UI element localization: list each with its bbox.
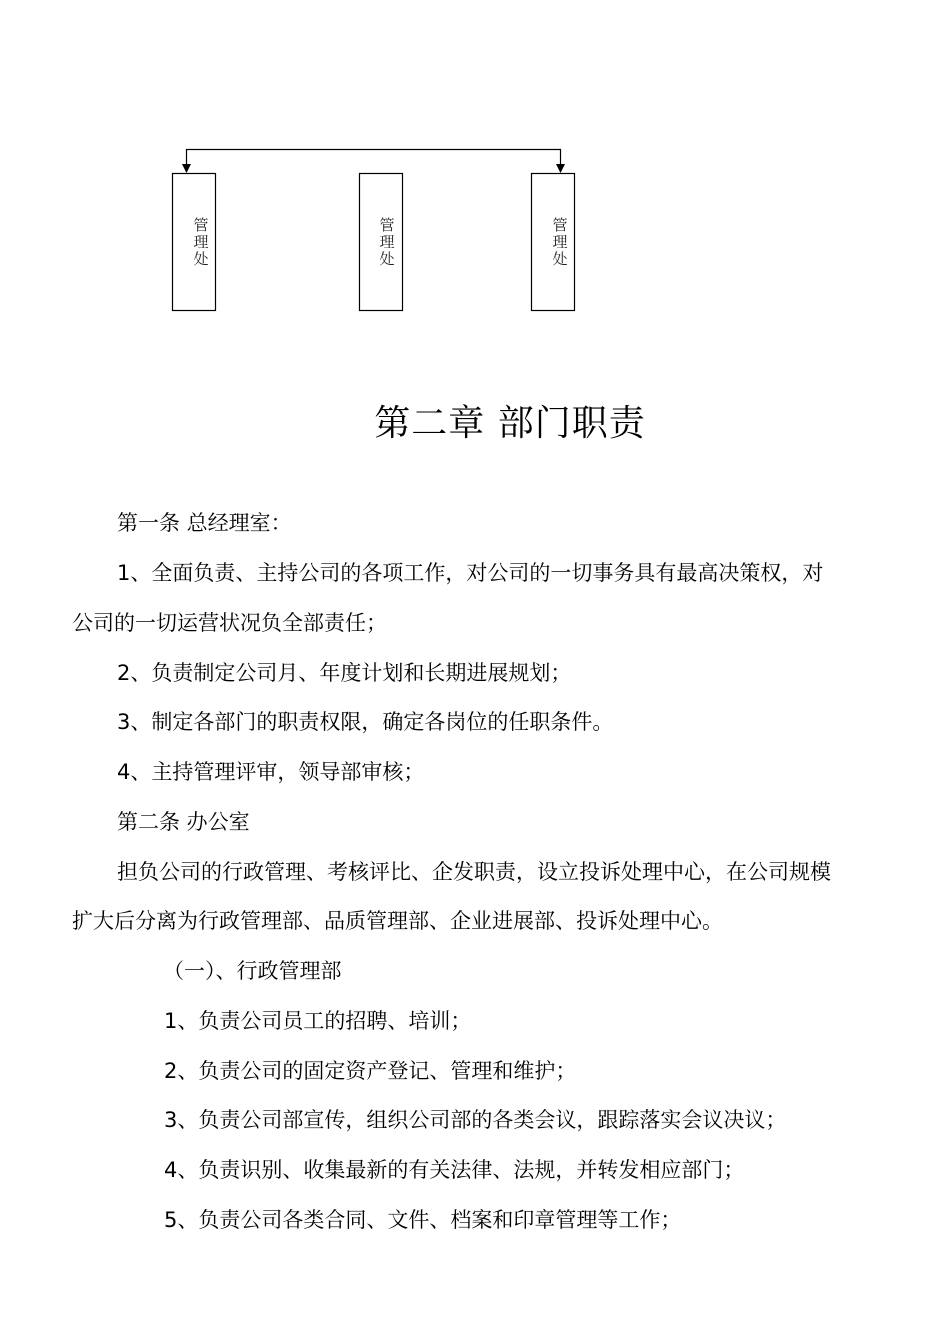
- arrow-right-icon: [556, 164, 565, 173]
- article-1-item-2: 2、负责制定公司月、年度计划和长期进展规划；: [117, 661, 572, 685]
- article-2-heading: 第二条 办公室: [117, 810, 250, 834]
- article-2-desc-line-2: 扩大后分离为行政管理部、品质管理部、企业进展部、投诉处理中心。: [72, 909, 723, 933]
- arrow-left-icon: [182, 164, 191, 173]
- section-1-item-2: 2、负责公司的固定资产登记、管理和维护；: [164, 1059, 577, 1083]
- article-1-heading: 第一条 总经理室：: [117, 511, 292, 535]
- org-box-2-label: 管 理 处: [379, 216, 395, 268]
- org-box-3-label: 管 理 处: [552, 216, 568, 268]
- article-1-item-1-line-1: 1、全面负责、主持公司的各项工作，对公司的一切事务具有最高决策权，对: [117, 561, 824, 585]
- article-1-item-3: 3、制定各部门的职责权限，确定各岗位的任职条件。: [117, 710, 614, 734]
- section-1-item-1: 1、负责公司员工的招聘、培训；: [164, 1009, 472, 1033]
- section-1-item-4: 4、负责识别、收集最新的有关法律、法规，并转发相应部门；: [164, 1158, 745, 1182]
- section-1-item-3: 3、负责公司部宣传，组织公司部的各类会议，跟踪落实会议决议；: [164, 1108, 787, 1132]
- org-chart-diagram: [0, 0, 950, 340]
- section-1-item-5: 5、负责公司各类合同、文件、档案和印章管理等工作；: [164, 1208, 682, 1232]
- org-box-1-label: 管 理 处: [193, 216, 209, 268]
- section-1-heading: （一）、行政管理部: [163, 959, 342, 983]
- article-1-item-4: 4、主持管理评审，领导部审核；: [117, 760, 425, 784]
- article-2-desc-line-1: 担负公司的行政管理、考核评比、企发职责，设立投诉处理中心，在公司规模: [117, 860, 831, 884]
- article-1-item-1-line-2: 公司的一切运营状况负全部责任；: [72, 611, 387, 635]
- chapter-title: 第二章 部门职责: [374, 403, 646, 444]
- connector-line: [187, 150, 561, 173]
